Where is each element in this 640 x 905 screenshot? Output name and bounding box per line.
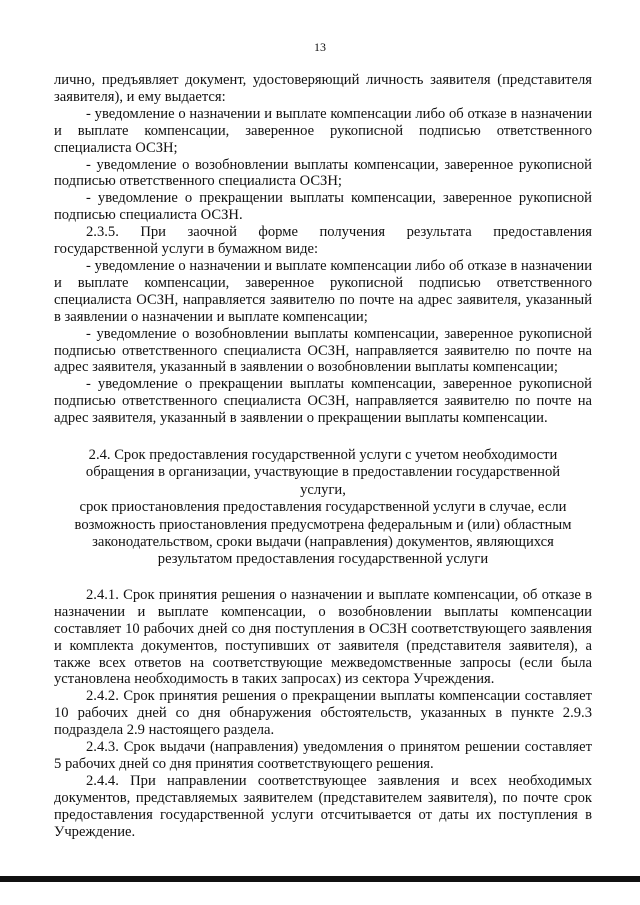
paragraph-2-4-2: 2.4.2. Срок принятия решения о прекращении выплаты компенсации составляет 10 рабочих дней со дня обнаружения обстоятельств, указанных в пункте 2.9.3 подраздела 2.9 настоящего раздела. <box>54 688 592 739</box>
list-item-assignment-notice: - уведомление о назначении и выплате компенсации либо об отказе в назначении и выплате компенсации, заверенное рукописной подписью ответственного специалиста ОСЗН; <box>54 105 592 156</box>
paragraph-intro: лично, предъявляет документ, удостоверяющий личность заявителя (представителя заявителя), и ему выдается: <box>54 72 592 105</box>
bottom-scan-border <box>0 876 640 882</box>
heading-line: законодательством, сроки выдачи (направления) документов, являющихся <box>92 534 554 551</box>
section-heading-2-4 <box>54 447 592 569</box>
paragraph-2-4-4: 2.4.4. При направлении соответствующее заявления и всех необходимых документов, представляемых заявителем (представителем заявителя), по почте срок предоставления государственной услуги отсчитывается от даты их поступления в Учреждение. <box>54 772 592 840</box>
heading-line: обращения в организации, участвующие в предоставлении государственной услуги, <box>85 464 561 498</box>
paragraph-2-4-1: 2.4.1. Срок принятия решения о назначении и выплате компенсации, об отказе в назначении и выплате компенсации, о возобновлении выплаты компенсации составляет 10 рабочих дней со дня поступления в ОСЗН соответствующего заявления и комплекта документов, поступивших от заявителя (представителя заявителя), а также всех ответов на соответствующие межведомственные запросы (если была установлена необходимость в таких запросах) из сектора Учреждения. <box>54 586 592 688</box>
heading-line: результатом предоставления государственной услуги <box>157 551 489 568</box>
paragraph-2-3-5: 2.3.5. При заочной форме получения результата предоставления государственной услуги в бумажном виде: <box>54 224 592 258</box>
paragraph-2-4-3: 2.4.3. Срок выдачи (направления) уведомления о принятом решении составляет 5 рабочих дней со дня принятия соответствующего решения. <box>54 739 592 772</box>
list-item-resumption-notice: - уведомление о возобновлении выплаты компенсации, заверенное рукописной подписью ответственного специалиста ОСЗН; <box>54 156 592 190</box>
heading-line: срок приостановления предоставления государственной услуги в случае, если <box>79 499 567 516</box>
list-item-mail-termination-notice: - уведомление о прекращении выплаты компенсации, заверенное рукописной подписью ответственного специалиста ОСЗН, направляется заявителю по почте на адрес заявителя, указанный в заявлении о прекращении выплаты компенсации. <box>54 376 592 427</box>
heading-line: возможность приостановления предусмотрена федеральным и (или) областным <box>74 516 572 533</box>
heading-line: 2.4. Срок предоставления государственной услуги с учетом необходимости <box>88 447 558 464</box>
document-body <box>54 72 592 840</box>
list-item-mail-resumption-notice: - уведомление о возобновлении выплаты компенсации, заверенное рукописной подписью ответственного специалиста ОСЗН, направляется заявителю по почте на адрес заявителя, указанный в заявлении о возобновлении выплаты компенсации; <box>54 325 592 376</box>
list-item-termination-notice: - уведомление о прекращении выплаты компенсации, заверенное рукописной подписью специалиста ОСЗН. <box>54 190 592 224</box>
list-item-mail-assignment-notice: - уведомление о назначении и выплате компенсации либо об отказе в назначении и выплате компенсации, заверенное рукописной подписью ответственного специалиста ОСЗН, направляется заявителю по почте на адрес заявителя, указанный в заявлении о назначении и выплате компенсации; <box>54 257 592 325</box>
page-number: 13 <box>314 40 326 54</box>
